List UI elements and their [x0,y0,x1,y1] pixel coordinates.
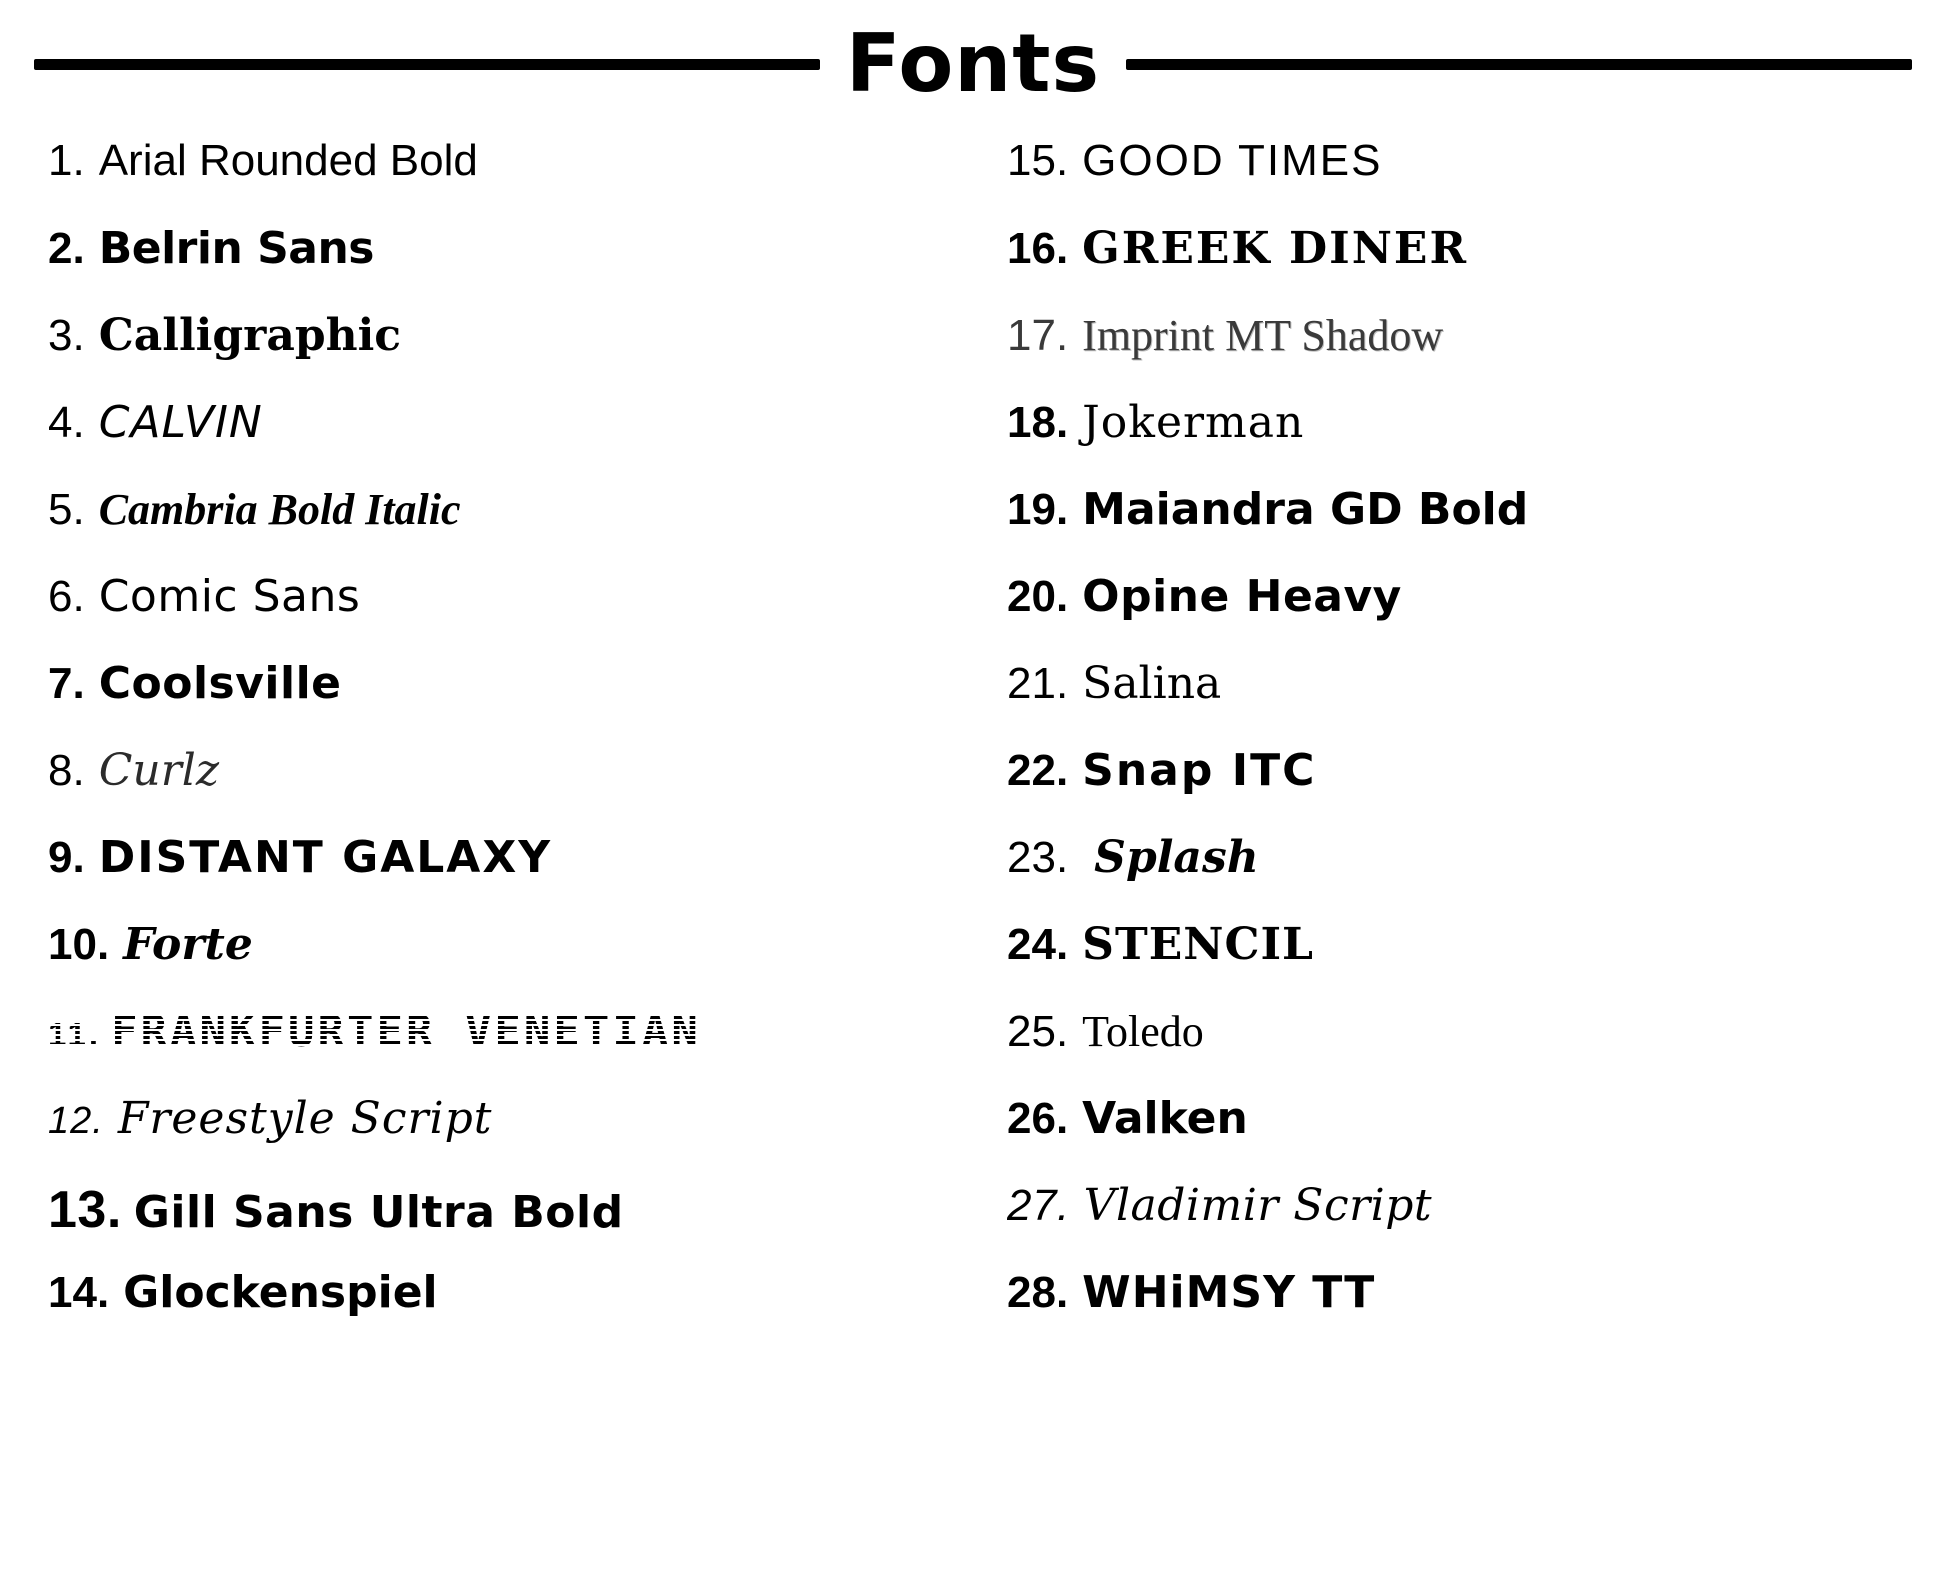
list-item-label: Glockenspiel [123,1267,438,1318]
list-item-number: 25. [1007,1007,1069,1056]
list-item-number: 17. [1007,311,1069,360]
list-item [1007,832,1906,919]
list-item [48,136,947,223]
fonts-list [0,102,1946,1354]
list-item [1007,223,1906,310]
list-item-label: Gill Sans Ultra Bold [133,1187,624,1238]
list-item [48,919,947,1006]
page-title: Fonts [845,17,1101,110]
list-item [1007,571,1906,658]
list-item-label: Splash [1094,832,1259,883]
list-item-label: WHiMSY TT [1082,1267,1376,1318]
list-item [1007,658,1906,745]
list-item-number: 8. [48,746,85,795]
list-item [1007,136,1906,223]
fonts-column-left [40,136,947,1354]
header-rule-right [1126,59,1912,70]
list-item-number: 23. [1007,833,1069,882]
list-item-number: 9. [48,833,85,882]
list-item-number: 22. [1007,746,1069,795]
list-item-label: Coolsville [98,658,342,709]
list-item [48,310,947,397]
list-item [48,658,947,745]
list-item-label: Cambria Bold Italic [98,485,461,534]
list-item [48,1006,947,1093]
list-item-number: 4. [48,398,85,447]
list-item [48,571,947,658]
list-item [48,484,947,571]
list-item-label: CALVIN [98,397,263,448]
list-item [48,223,947,310]
list-item-label: Calligraphic [98,310,402,361]
list-item [1007,1267,1906,1354]
list-item-number: 27. [1007,1181,1070,1230]
list-item-number: 28. [1007,1268,1069,1317]
list-item-label: Comic Sans [98,571,361,622]
list-item-number: 16. [1007,224,1069,273]
list-item-label: Arial Rounded Bold [98,136,478,185]
list-item [1007,310,1906,397]
page-header [0,0,1946,110]
list-item-label: GOOD TIMES [1082,136,1383,185]
list-item-label: Toledo [1082,1007,1204,1056]
list-item-number: 14. [48,1268,110,1317]
list-item-number: 18. [1007,398,1069,447]
list-item-label: DISTANT GALAXY [98,832,553,883]
list-item-label: GREEK DINER [1082,223,1469,274]
fonts-column-right [977,136,1906,1354]
list-item [1007,1180,1906,1267]
list-item [1007,745,1906,832]
list-item [48,1267,947,1354]
list-item-number: 7. [48,659,85,708]
list-item-number: 6. [48,572,85,621]
list-item-number: 10. [48,920,110,969]
list-item [48,1093,947,1180]
list-item-label: Curlz [98,745,219,796]
list-item-number: 5. [48,485,85,534]
list-item [1007,1006,1906,1093]
list-item-label: Salina [1082,658,1222,709]
header-rule-left [34,59,820,70]
list-item-label: FRANKFURTER VENETIAN [111,1006,701,1057]
list-item [1007,1093,1906,1180]
list-item [48,1180,947,1267]
list-item-number: 24. [1007,920,1069,969]
list-item-number: 19. [1007,485,1069,534]
list-item-label: Jokerman [1082,397,1305,448]
list-item-label: Belrin Sans [98,223,374,274]
list-item-label: Valken [1082,1093,1248,1144]
list-item-number: 20. [1007,572,1069,621]
list-item-label: Opine Heavy [1082,571,1402,622]
list-item-number: 3. [48,311,85,360]
list-item [1007,397,1906,484]
list-item [1007,919,1906,1006]
list-item-number: 12. [48,1100,104,1142]
list-item-number: 15. [1007,136,1069,185]
list-item-number: 26. [1007,1094,1069,1143]
list-item-label: STENCIL [1082,919,1314,970]
list-item-label: Freestyle Script [117,1093,493,1144]
list-item-label: Imprint MT Shadow [1082,311,1444,360]
list-item [48,745,947,832]
list-item [1007,484,1906,571]
list-item-label: Snap ITC [1082,745,1317,796]
list-item-label: Vladimir Script [1083,1180,1433,1231]
list-item-label: Forte [123,919,253,970]
list-item-number: 11. [48,1016,102,1053]
list-item-number: 2. [48,224,85,273]
list-item-label: Maiandra GD Bold [1082,484,1529,535]
list-item-number: 13. [48,1181,122,1239]
list-item [48,832,947,919]
list-item-number: 21. [1007,659,1069,708]
list-item-number: 1. [48,136,85,185]
list-item [48,397,947,484]
